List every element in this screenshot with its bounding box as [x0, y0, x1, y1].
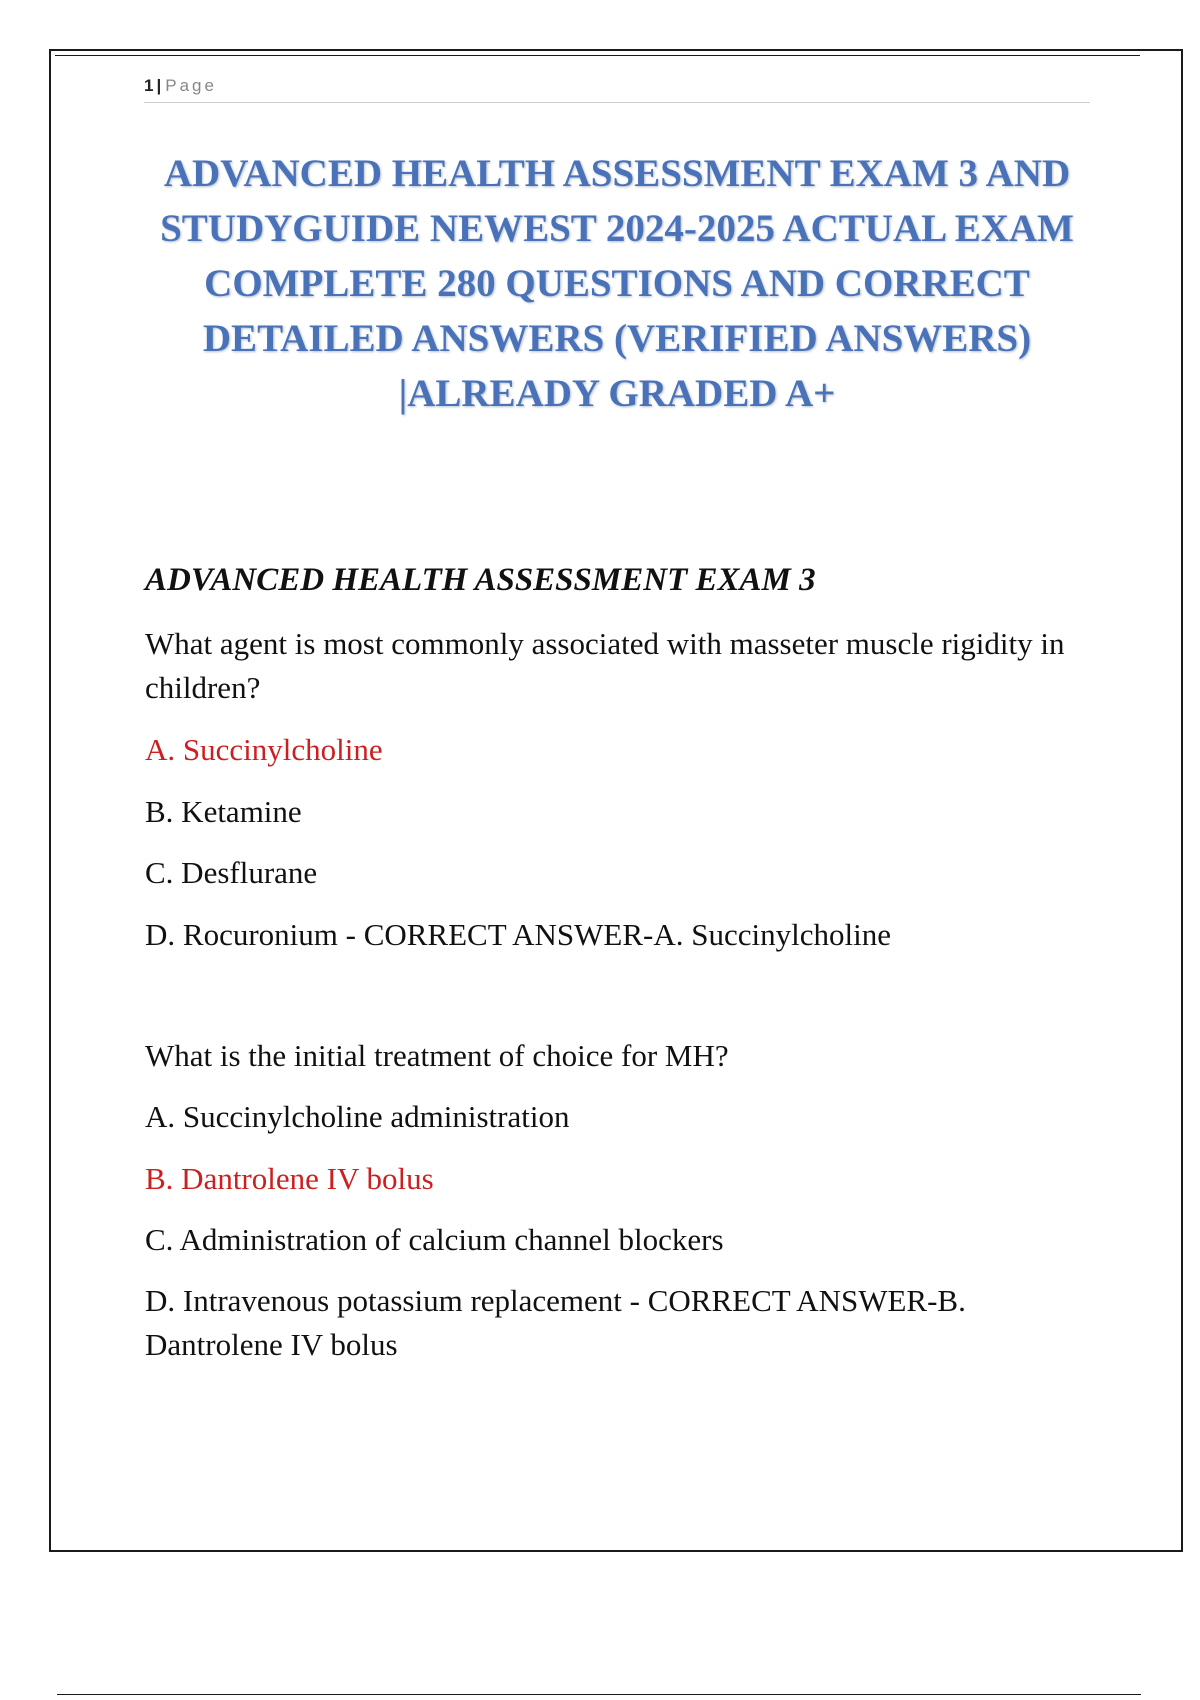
- question-1-option-a: A. Succinylcholine: [145, 732, 383, 767]
- question-1-option-b: B. Ketamine: [145, 794, 302, 829]
- page-separator: |: [156, 76, 162, 95]
- section-heading: ADVANCED HEALTH ASSESSMENT EXAM 3: [145, 562, 816, 598]
- bottom-rule: [57, 1694, 1141, 1695]
- page-label: Page: [165, 76, 217, 95]
- question-2-option-c: C. Administration of calcium channel blockers: [145, 1222, 724, 1257]
- question-2-option-a: A. Succinylcholine administration: [145, 1099, 570, 1134]
- document-title: ADVANCED HEALTH ASSESSMENT EXAM 3 AND STUDYGUIDE NEWEST 2024-2025 ACTUAL EXAM COMPLETE 280 QUESTIONS AND CORRECT DETAILED ANSWERS (VERIFIED ANSWERS) |ALREADY GRADED A+: [160, 152, 1074, 415]
- question-2-option-d: D. Intravenous potassium replacement - CORRECT ANSWER-B. Dantrolene IV bolus: [145, 1283, 966, 1362]
- top-rule: [55, 55, 1140, 56]
- question-2-prompt: What is the initial treatment of choice for MH?: [145, 1038, 729, 1073]
- question-1-prompt: What agent is most commonly associated with masseter muscle rigidity in children?: [145, 626, 1065, 705]
- question-2-option-b: B. Dantrolene IV bolus: [145, 1161, 434, 1196]
- page-number: 1: [144, 76, 154, 95]
- page-header: [144, 74, 1090, 103]
- question-1-option-d: D. Rocuronium - CORRECT ANSWER-A. Succinylcholine: [145, 917, 891, 952]
- question-1-option-c: C. Desflurane: [145, 855, 318, 890]
